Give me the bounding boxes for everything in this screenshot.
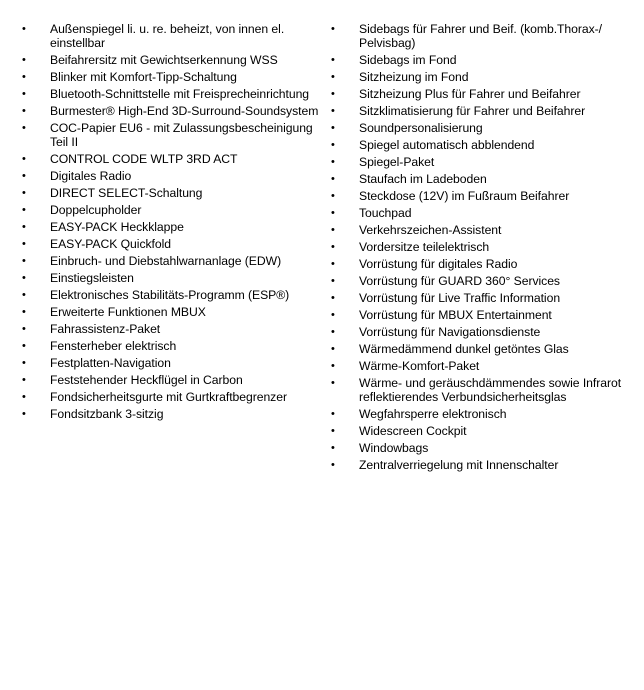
equipment-item-text: Wärme-Komfort-Paket <box>359 359 480 373</box>
bullet-icon: • <box>331 360 335 372</box>
equipment-item-text: Fondsitzbank 3-sitzig <box>50 407 164 421</box>
bullet-icon: • <box>331 241 335 253</box>
equipment-list-item <box>331 222 636 239</box>
equipment-list-item <box>22 253 330 270</box>
equipment-list-item <box>331 358 636 375</box>
bullet-icon: • <box>22 105 26 117</box>
bullet-icon: • <box>22 122 26 134</box>
equipment-item-text: Beifahrersitz mit Gewichtserkennung WSS <box>50 53 278 67</box>
bullet-icon: • <box>22 272 26 284</box>
equipment-item-text: Vordersitze teilelektrisch <box>359 240 490 254</box>
equipment-list-item <box>22 389 330 406</box>
bullet-icon: • <box>331 258 335 270</box>
bullet-icon: • <box>22 187 26 199</box>
equipment-list-item <box>331 307 636 324</box>
equipment-item-text: Sidebags für Fahrer und Beif. (komb.Thorax-/ Pelvisbag) <box>359 22 603 50</box>
equipment-list-item <box>22 52 330 69</box>
bullet-icon: • <box>22 408 26 420</box>
equipment-item-text: Verkehrszeichen-Assistent <box>359 223 502 237</box>
equipment-item-text: Sitzheizung Plus für Fahrer und Beifahrer <box>359 87 581 101</box>
equipment-item-text: EASY-PACK Quickfold <box>50 237 171 251</box>
equipment-list-item <box>22 321 330 338</box>
bullet-icon: • <box>22 391 26 403</box>
bullet-icon: • <box>22 204 26 216</box>
equipment-list-item <box>331 341 636 358</box>
equipment-list-item <box>331 69 636 86</box>
bullet-icon: • <box>22 54 26 66</box>
bullet-icon: • <box>22 153 26 165</box>
bullet-icon: • <box>331 275 335 287</box>
equipment-list-item <box>22 86 330 103</box>
bullet-icon: • <box>331 190 335 202</box>
equipment-list-item <box>331 256 636 273</box>
equipment-item-text: Feststehender Heckflügel in Carbon <box>50 373 243 387</box>
equipment-item-text: Fondsicherheitsgurte mit Gurtkraftbegrenzer <box>50 390 287 404</box>
bullet-icon: • <box>331 459 335 471</box>
bullet-icon: • <box>22 23 26 35</box>
equipment-item-text: Windowbags <box>359 441 429 455</box>
bullet-icon: • <box>22 289 26 301</box>
equipment-list-item <box>331 406 636 423</box>
bullet-icon: • <box>22 238 26 250</box>
equipment-item-text: Staufach im Ladeboden <box>359 172 487 186</box>
bullet-icon: • <box>331 408 335 420</box>
equipment-list-item <box>22 21 330 52</box>
equipment-list-item <box>331 239 636 256</box>
equipment-item-text: Sidebags im Fond <box>359 53 457 67</box>
equipment-list-item <box>22 103 330 120</box>
equipment-list-item <box>22 168 330 185</box>
equipment-list-item <box>331 21 636 52</box>
equipment-list-right-column <box>331 21 636 474</box>
equipment-item-text: Sitzheizung im Fond <box>359 70 469 84</box>
bullet-icon: • <box>22 88 26 100</box>
bullet-icon: • <box>331 122 335 134</box>
equipment-item-text: Erweiterte Funktionen MBUX <box>50 305 206 319</box>
equipment-list-item <box>22 236 330 253</box>
equipment-item-text: EASY-PACK Heckklappe <box>50 220 184 234</box>
equipment-list-item <box>331 273 636 290</box>
equipment-item-text: DIRECT SELECT-Schaltung <box>50 186 203 200</box>
bullet-icon: • <box>331 173 335 185</box>
equipment-list-item <box>22 287 330 304</box>
equipment-list-left-column <box>22 21 330 423</box>
bullet-icon: • <box>22 306 26 318</box>
equipment-list-item <box>331 52 636 69</box>
equipment-item-text: Vorrüstung für Live Traffic Information <box>359 291 561 305</box>
equipment-item-text: Steckdose (12V) im Fußraum Beifahrer <box>359 189 570 203</box>
equipment-list-item <box>331 137 636 154</box>
equipment-list-item <box>331 86 636 103</box>
bullet-icon: • <box>22 323 26 335</box>
equipment-item-text: Doppelcupholder <box>50 203 142 217</box>
equipment-item-text: Festplatten-Navigation <box>50 356 171 370</box>
equipment-list-item <box>22 120 330 151</box>
bullet-icon: • <box>331 309 335 321</box>
equipment-item-text: Außenspiegel li. u. re. beheizt, von innen el. einstellbar <box>50 22 285 50</box>
equipment-item-text: Wärmedämmend dunkel getöntes Glas <box>359 342 569 356</box>
equipment-item-text: Digitales Radio <box>50 169 132 183</box>
equipment-item-text: Soundpersonalisierung <box>359 121 483 135</box>
bullet-icon: • <box>331 377 335 389</box>
equipment-list-item <box>22 304 330 321</box>
equipment-list-item <box>22 270 330 287</box>
equipment-item-text: COC-Papier EU6 - mit Zulassungsbescheinigung Teil II <box>50 121 313 149</box>
bullet-icon: • <box>22 374 26 386</box>
bullet-icon: • <box>331 207 335 219</box>
bullet-icon: • <box>331 88 335 100</box>
equipment-list-item <box>331 375 636 406</box>
equipment-item-text: Spiegel-Paket <box>359 155 435 169</box>
equipment-item-text: Sitzklimatisierung für Fahrer und Beifahrer <box>359 104 586 118</box>
equipment-list-item <box>22 219 330 236</box>
equipment-list-item <box>22 151 330 168</box>
equipment-item-text: Spiegel automatisch abblendend <box>359 138 535 152</box>
equipment-list-item <box>331 440 636 457</box>
bullet-icon: • <box>331 54 335 66</box>
equipment-item-text: Wegfahrsperre elektronisch <box>359 407 507 421</box>
equipment-list-item <box>331 423 636 440</box>
bullet-icon: • <box>331 224 335 236</box>
equipment-item-text: Bluetooth-Schnittstelle mit Freisprecheinrichtung <box>50 87 310 101</box>
equipment-list-item <box>331 457 636 474</box>
equipment-list-item <box>331 205 636 222</box>
bullet-icon: • <box>331 343 335 355</box>
equipment-list-item <box>22 69 330 86</box>
equipment-item-text: Zentralverriegelung mit Innenschalter <box>359 458 559 472</box>
equipment-list-item <box>22 185 330 202</box>
equipment-list-item <box>331 103 636 120</box>
equipment-list-item <box>22 355 330 372</box>
equipment-list-item <box>22 372 330 389</box>
equipment-item-text: Einstiegsleisten <box>50 271 134 285</box>
equipment-item-text: Vorrüstung für digitales Radio <box>359 257 518 271</box>
equipment-item-text: Fensterheber elektrisch <box>50 339 177 353</box>
bullet-icon: • <box>331 139 335 151</box>
bullet-icon: • <box>331 292 335 304</box>
bullet-icon: • <box>331 442 335 454</box>
bullet-icon: • <box>22 357 26 369</box>
equipment-list-item <box>22 406 330 423</box>
bullet-icon: • <box>22 221 26 233</box>
equipment-list-item <box>331 120 636 137</box>
equipment-list-item <box>331 188 636 205</box>
bullet-icon: • <box>22 71 26 83</box>
equipment-item-text: Fahrassistenz-Paket <box>50 322 161 336</box>
bullet-icon: • <box>331 156 335 168</box>
equipment-item-text: Widescreen Cockpit <box>359 424 467 438</box>
equipment-item-text: Blinker mit Komfort-Tipp-Schaltung <box>50 70 237 84</box>
equipment-item-text: Touchpad <box>359 206 412 220</box>
bullet-icon: • <box>331 71 335 83</box>
bullet-icon: • <box>331 326 335 338</box>
equipment-list-item <box>331 290 636 307</box>
equipment-item-text: Vorrüstung für Navigationsdienste <box>359 325 541 339</box>
equipment-item-text: Burmester® High-End 3D-Surround-Soundsystem <box>50 104 319 118</box>
equipment-item-text: Wärme- und geräuschdämmendes sowie Infrarot reflektierendes Verbundsicherheitsglas <box>359 376 622 404</box>
equipment-item-text: CONTROL CODE WLTP 3RD ACT <box>50 152 238 166</box>
bullet-icon: • <box>22 340 26 352</box>
bullet-icon: • <box>331 425 335 437</box>
equipment-item-text: Elektronisches Stabilitäts-Programm (ESP®) <box>50 288 290 302</box>
bullet-icon: • <box>22 255 26 267</box>
bullet-icon: • <box>22 170 26 182</box>
equipment-item-text: Vorrüstung für MBUX Entertainment <box>359 308 552 322</box>
bullet-icon: • <box>331 23 335 35</box>
equipment-list-item <box>22 202 330 219</box>
equipment-item-text: Einbruch- und Diebstahlwarnanlage (EDW) <box>50 254 282 268</box>
equipment-list-item <box>331 154 636 171</box>
equipment-item-text: Vorrüstung für GUARD 360° Services <box>359 274 560 288</box>
bullet-icon: • <box>331 105 335 117</box>
equipment-list-item <box>22 338 330 355</box>
equipment-list-item <box>331 171 636 188</box>
equipment-list-item <box>331 324 636 341</box>
